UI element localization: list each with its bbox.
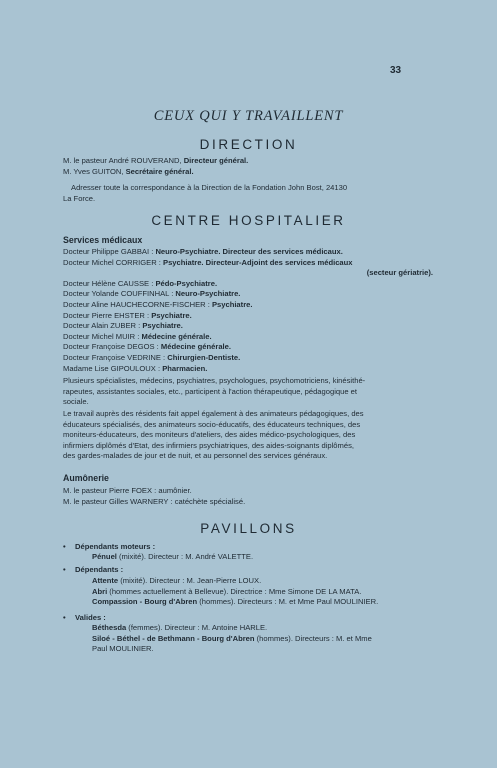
bullet-icon: • xyxy=(63,565,66,574)
chaplain-entry: M. le pasteur Pierre FOEX : aumônier. xyxy=(63,486,192,495)
pavillon-group xyxy=(92,576,437,608)
doctor-entry: Docteur Françoise VEDRINE : Chirurgien-Dentiste. xyxy=(63,352,241,362)
pavillon-group-label: Dépendants : xyxy=(75,565,124,574)
doctor-entry: Docteur Pierre EHSTER : Psychiatre. xyxy=(63,310,192,320)
doctor-entry: Docteur Michel MUIR : Médecine générale. xyxy=(63,331,212,341)
direction-block xyxy=(63,156,433,177)
text-line: sociale. xyxy=(63,397,89,407)
bullet-icon: • xyxy=(63,542,66,551)
doctor-entry: Docteur Françoise DEGOS : Médecine générale. xyxy=(63,342,231,352)
doctor-entry: Docteur Aline HAUCHECORNE-FISCHER : Psychiatre. xyxy=(63,299,253,309)
text-line: Le travail auprès des résidents fait appel également à des animateurs pédagogiques, des xyxy=(63,409,364,418)
text-line: des gardes-malades de jour et de nuit, et au personnel des services généraux. xyxy=(63,451,328,461)
doctor-entry: (secteur gériatrie). xyxy=(366,268,433,278)
doctor-entry: Docteur Michel CORRIGER : Psychiatre. Directeur-Adjoint des services médicaux xyxy=(63,257,353,267)
pavillon-entry: Siloé - Béthel - de Bethmann - Bourg d'Abren (hommes). Directeurs : M. et Mme xyxy=(92,633,372,643)
address-line: La Force. xyxy=(63,193,96,203)
pavillons-heading: PAVILLONS xyxy=(200,521,297,536)
direction-heading: DIRECTION xyxy=(199,137,298,152)
doctor-entry: Docteur Alain ZUBER : Psychiatre. xyxy=(63,321,183,331)
pavillon-group xyxy=(92,552,432,563)
bullet-icon: • xyxy=(63,613,66,622)
pavillon-entry: Paul MOULINIER. xyxy=(92,644,154,654)
page-title: CEUX QUI Y TRAVAILLENT xyxy=(153,108,344,124)
staff-paragraph xyxy=(63,409,433,462)
pavillon-group-label: Valides : xyxy=(75,613,106,622)
text-line: éducateurs spécialisés, des animateurs socio-éducatifs, des éducateurs techniques, des xyxy=(63,419,361,429)
pavillon-entry: Abri (hommes actuellement à Bellevue). Directrice : Mme Simone DE LA MATA. xyxy=(92,586,362,596)
specialists-paragraph xyxy=(63,376,433,408)
doctor-entry: Madame Lise GIPOULOUX : Pharmacien. xyxy=(63,363,208,373)
pavillon-group xyxy=(92,623,437,655)
aumonerie-heading: Aumônerie xyxy=(63,473,109,483)
centre-heading: CENTRE HOSPITALIER xyxy=(151,213,346,228)
direction-line: M. le pasteur André ROUVERAND, Directeur général. xyxy=(63,156,249,165)
direction-line: M. Yves GUITON, Secrétaire général. xyxy=(63,166,194,176)
doctor-entry: Docteur Philippe GABBAI : Neuro-Psychiatre. Directeur des services médicaux. xyxy=(63,247,343,256)
text-line: Plusieurs spécialistes, médecins, psychiatres, psychologues, psychomotriciens, kinésithé- xyxy=(63,376,366,385)
pavillon-entry: Pénuel (mixité). Directeur : M. André VALETTE. xyxy=(92,552,254,561)
page-number: 33 xyxy=(390,65,402,76)
pavillon-entry: Compassion - Bourg d'Abren (hommes). Directeurs : M. et Mme Paul MOULINIER. xyxy=(92,597,379,607)
pavillon-entry: Attente (mixité). Directeur : M. Jean-Pierre LOUX. xyxy=(92,576,262,585)
text-line: moniteurs-éducateurs, des moniteurs d'ateliers, des aides médico-psychologiques, des xyxy=(63,430,356,440)
text-line: rapeutes, assistantes sociales, etc., participent à l'action thérapeutique, pédagogique et xyxy=(63,386,357,396)
chaplain-entry: M. le pasteur Gilles WARNERY : catéchète spécialisé. xyxy=(63,496,246,506)
aumonerie-list xyxy=(63,486,433,507)
pavillon-group-label: Dépendants moteurs : xyxy=(75,542,156,551)
doctor-entry: Docteur Yolande COUFFINHAL : Neuro-Psychiatre. xyxy=(63,289,241,299)
address-line: Adresser toute la correspondance à la Direction de la Fondation John Bost, 24130 xyxy=(71,183,348,192)
address-block xyxy=(63,183,433,204)
doctor-entry: Docteur Hélène CAUSSE : Pédo-Psychiatre. xyxy=(63,278,218,288)
doctors-list xyxy=(63,247,433,374)
services-heading: Services médicaux xyxy=(63,235,143,245)
text-line: infirmiers diplômés d'Etat, des infirmiers psychiatriques, des aides-soignants diplômés, xyxy=(63,440,354,450)
pavillon-entry: Béthesda (femmes). Directeur : M. Antoine HARLE. xyxy=(92,623,268,632)
